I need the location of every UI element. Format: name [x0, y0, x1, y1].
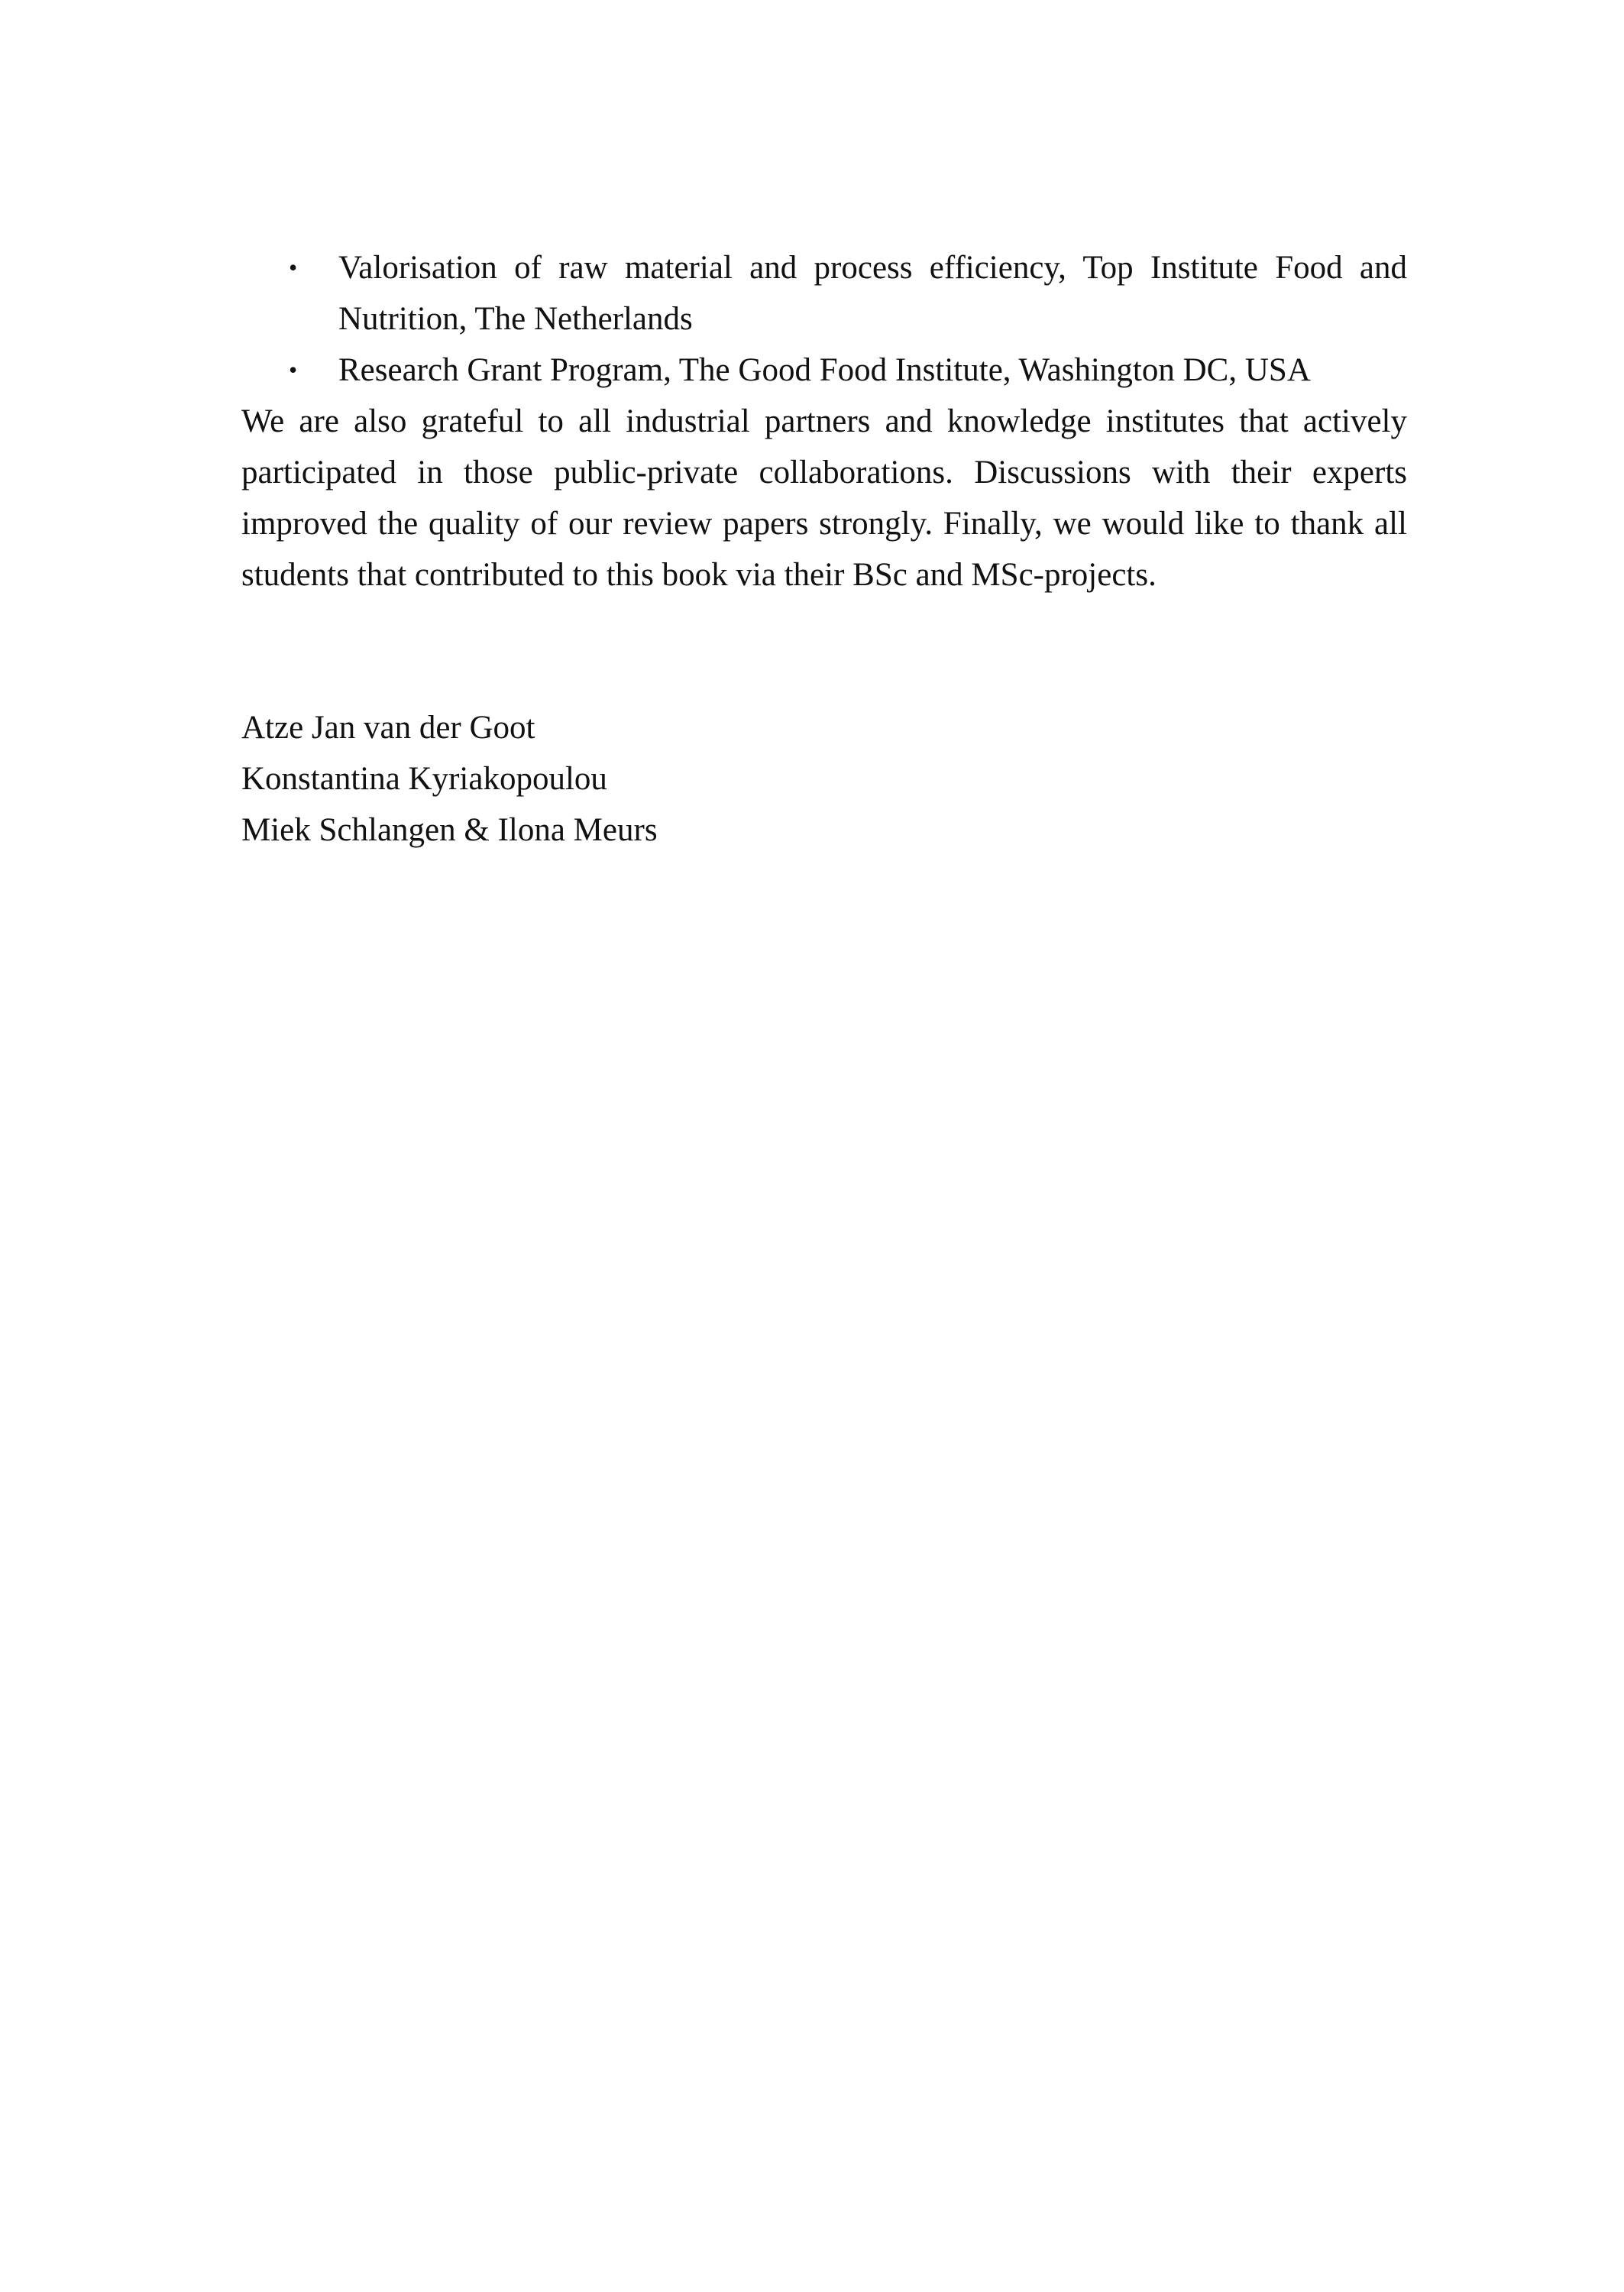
list-item-text: Research Grant Program, The Good Food Institute, Washington DC, USA — [338, 352, 1311, 388]
list-item — [289, 345, 1549, 396]
signature-block — [241, 702, 1407, 856]
acknowledgement-paragraph: We are also grateful to all industrial partners and knowledge institutes that actively participated in those public-private collaborations. Discussions with their experts improved the quality of our review papers strongly. Finally, we would like to thank all students that contributed to this book via their BSc and MSc-projects. — [241, 403, 1407, 593]
author-name: Atze Jan van der Goot — [241, 710, 535, 746]
author-name: Konstantina Kyriakopoulou — [241, 761, 607, 797]
funding-list — [241, 242, 1407, 396]
page-content — [241, 242, 1407, 856]
bullet-glyph: • — [289, 356, 298, 384]
list-item — [289, 242, 1549, 345]
list-item-text: Valorisation of raw material and process efficiency, Top Institute Food and Nutrition, The Netherlands — [338, 250, 1407, 337]
bullet-glyph: • — [289, 254, 298, 281]
author-name: Miek Schlangen & Ilona Meurs — [241, 812, 658, 848]
